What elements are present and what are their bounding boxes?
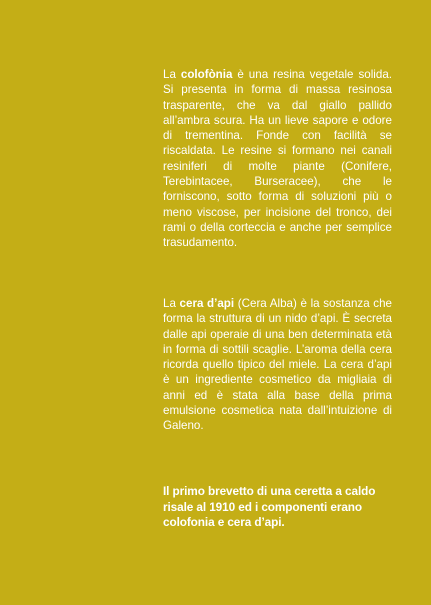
colophony-body: è una resina vegetale solida. Si presenta in forma di massa resinosa trasparente, che va dal giallo pallido all’ambra scura. Ha un lieve sapore e odore di trementina. Fonde con facilità se riscaldata. Le resine si formano nei canali resiniferi di molte piante (Conifere, Terebintacee, Burseracee), che le forniscono, sotto forma di soluzioni più o meno viscose, per incisione del tronco, dei rami o della corteccia e anche per semplice trasudamento. [163, 68, 392, 250]
beeswax-term: cera d’api [179, 297, 235, 310]
beeswax-body: (Cera Alba) è la sostanza che forma la struttura di un nido d’api. È secreta dalle api operaie di una ben determinata età in forma di sottili scaglie. L’aroma della cera ricorda quello tipico del miele. La cera d’api è un ingrediente cosmetico da migliaia di anni ed è stata alla base della prima emulsione cosmetica nata dall’intuizione di Galeno. [163, 297, 392, 433]
beeswax-paragraph [163, 296, 392, 434]
patent-note: Il primo brevetto di una ceretta a caldo risale al 1910 ed i componenti erano colofonia e cera d’api. [163, 484, 376, 530]
colophony-term: colofònia [180, 68, 233, 81]
colophony-intro: La [163, 68, 181, 81]
colophony-paragraph [163, 67, 392, 251]
beeswax-intro: La [163, 297, 180, 310]
